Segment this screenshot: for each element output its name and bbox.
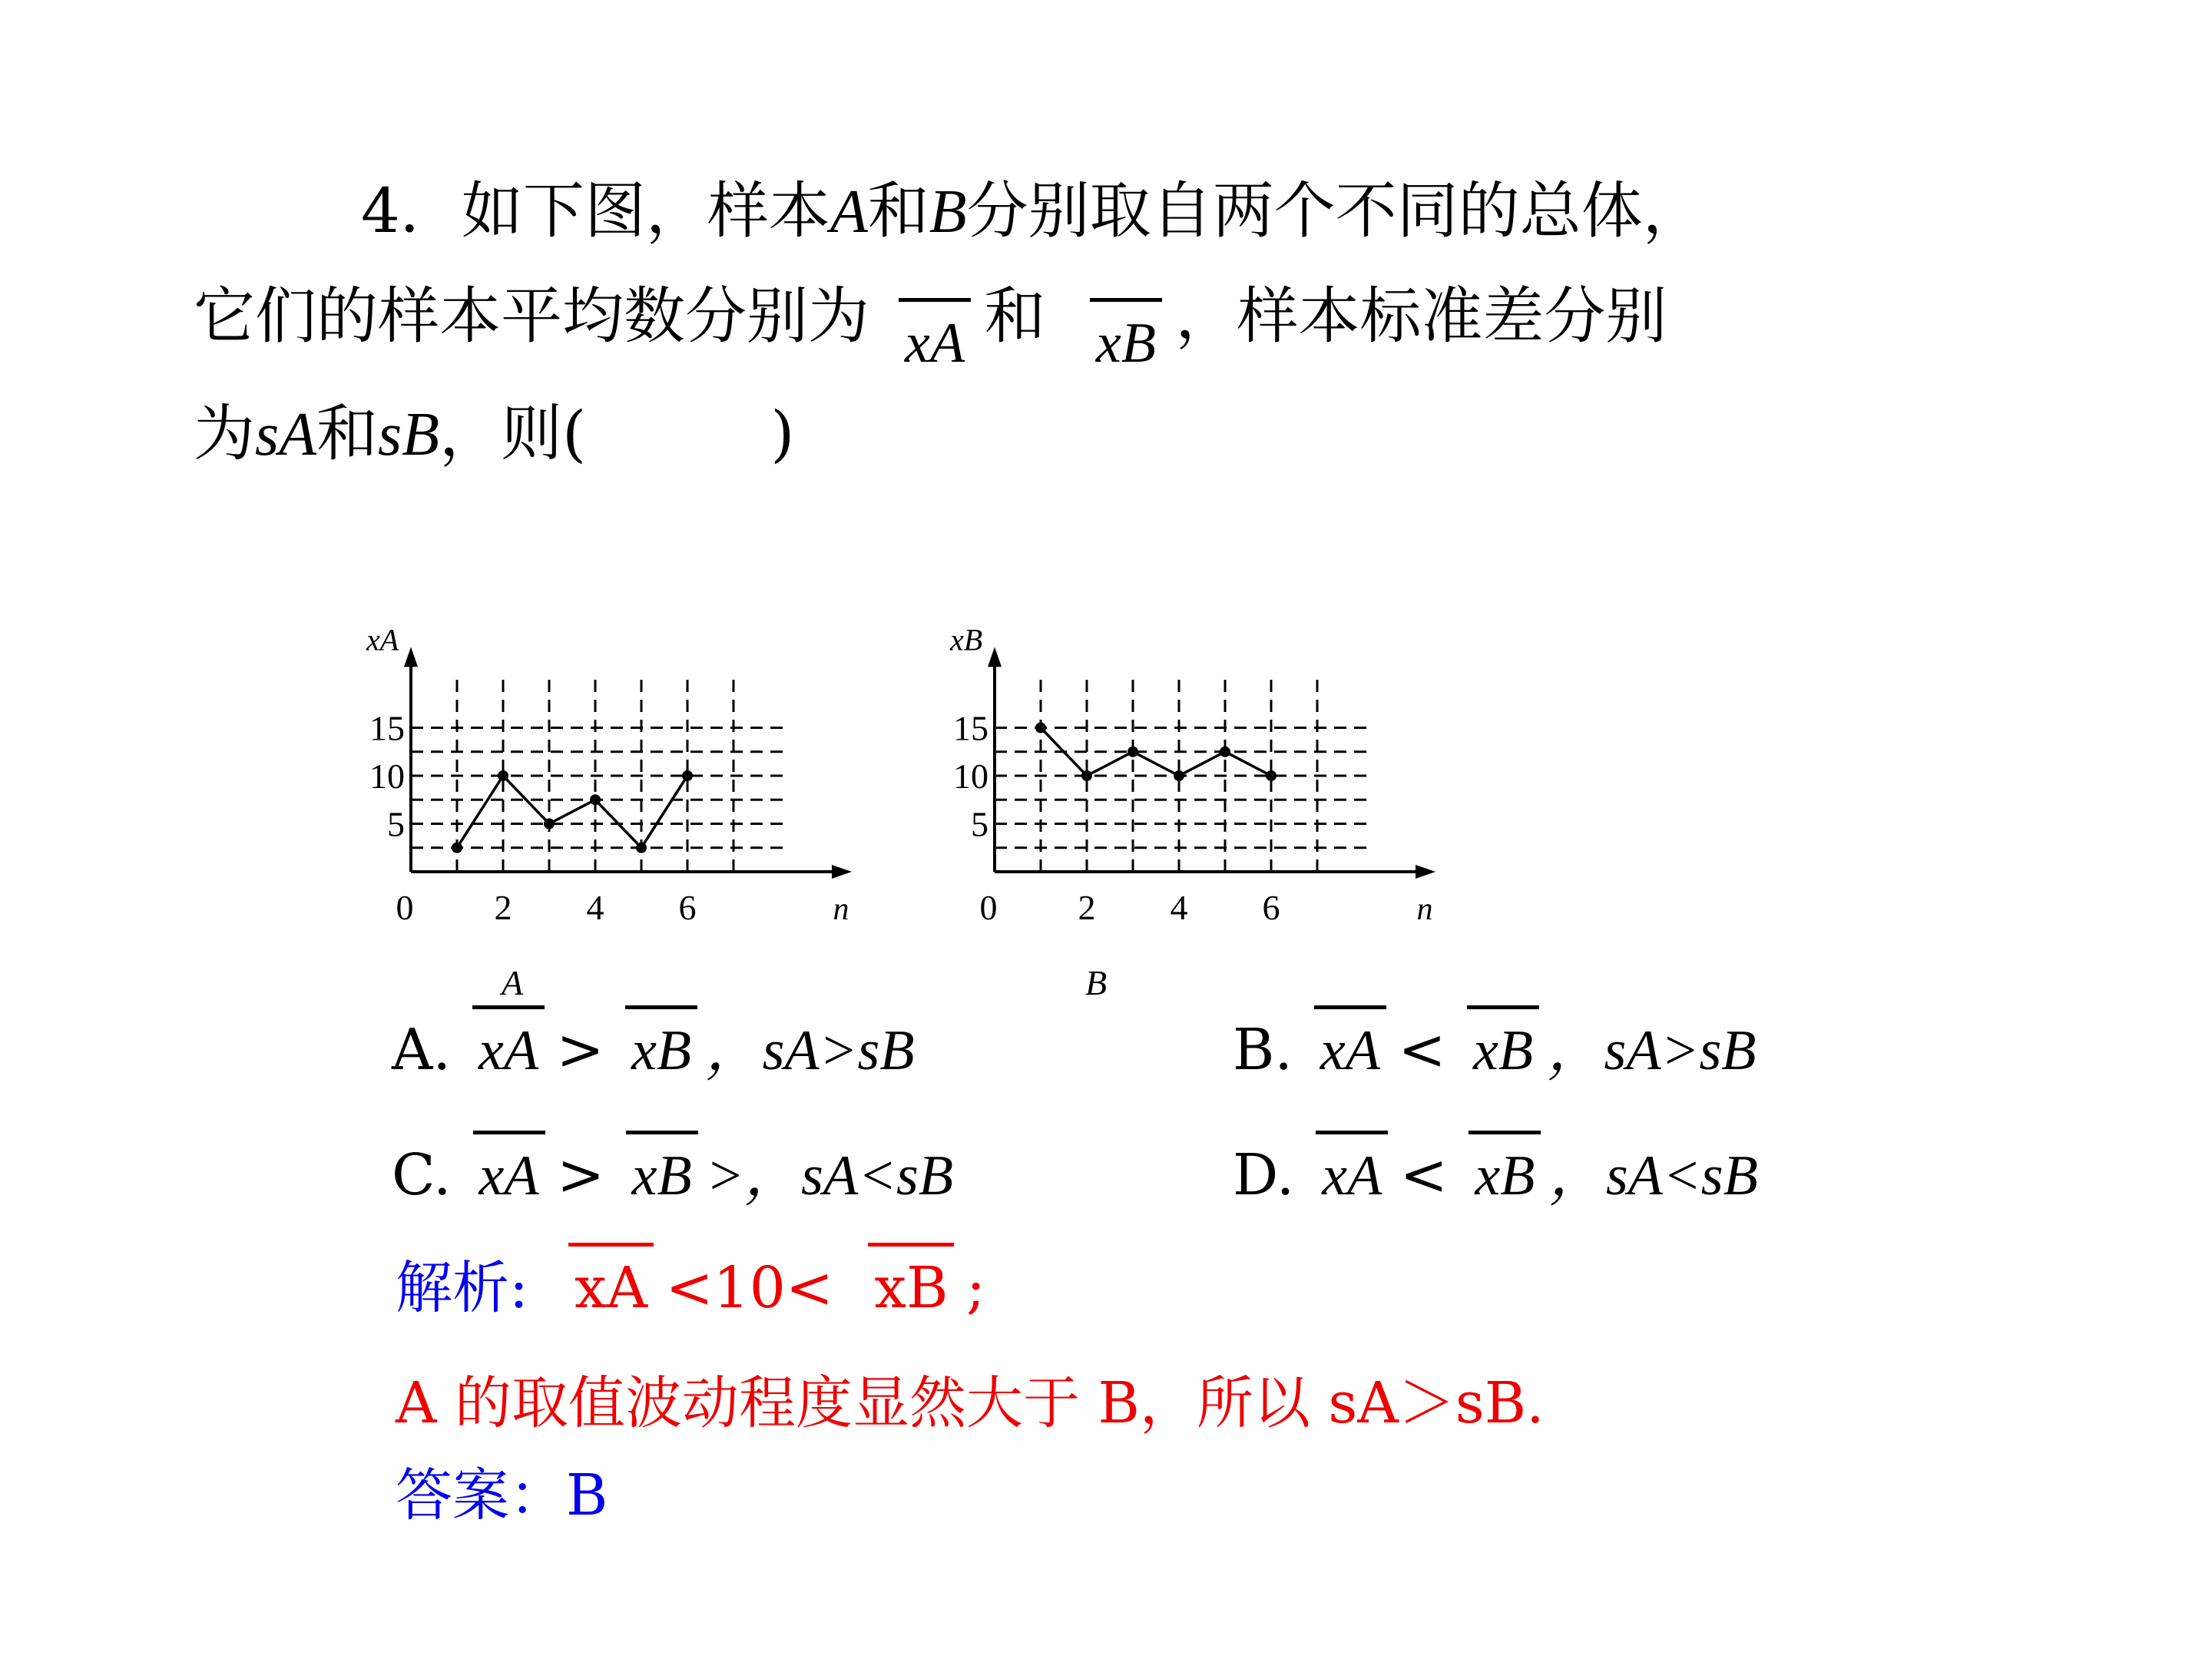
x-axis-label: n bbox=[833, 892, 849, 927]
mean-b-symbol: xB bbox=[1095, 312, 1156, 375]
analysis-line-2: A 的取值波动程度显然大于 B，所以 sA＞sB. bbox=[396, 1370, 1545, 1436]
question-text: 和 bbox=[867, 175, 929, 247]
option-math: xB bbox=[1473, 1019, 1534, 1082]
analysis-math: xA bbox=[574, 1255, 648, 1321]
analysis-math: xB bbox=[874, 1255, 949, 1321]
sd-a-symbol: sA bbox=[255, 401, 316, 469]
x-tick-label: 6 bbox=[678, 888, 697, 927]
x-tick-label: 6 bbox=[1262, 888, 1280, 927]
option-math: xB bbox=[1475, 1144, 1535, 1207]
option-relation: > bbox=[538, 1142, 623, 1208]
option-rest: >，sA<sB bbox=[691, 1144, 954, 1207]
option-relation: < bbox=[1379, 1017, 1465, 1083]
option-math: xA bbox=[478, 1019, 539, 1082]
option-math: xA bbox=[1322, 1144, 1382, 1207]
data-point bbox=[1081, 770, 1092, 781]
y-axis-label: xB bbox=[950, 622, 983, 657]
analysis-line-1 bbox=[396, 1255, 985, 1321]
data-point bbox=[452, 843, 462, 853]
y-axis-label: xA bbox=[366, 622, 399, 657]
option-rest: ，sA>sB bbox=[691, 1019, 915, 1082]
y-tick-label: 10 bbox=[953, 757, 988, 796]
option-rest: ，sA<sB bbox=[1535, 1144, 1758, 1207]
question-number: 4． bbox=[361, 175, 462, 247]
data-point bbox=[498, 770, 508, 781]
sample-b-label: B bbox=[929, 178, 967, 246]
data-point bbox=[682, 770, 693, 781]
option-rest: ，sA>sB bbox=[1533, 1019, 1757, 1082]
x-axis-label: n bbox=[1416, 892, 1433, 927]
answer-line bbox=[396, 1462, 608, 1528]
data-point bbox=[1266, 770, 1277, 781]
question-line-2 bbox=[194, 280, 1667, 375]
x-tick-label: 2 bbox=[494, 888, 512, 927]
x-tick-label: 0 bbox=[396, 888, 414, 927]
question-text: 分别取自两个不同的总体， bbox=[966, 175, 1704, 247]
option-c[interactable] bbox=[392, 1142, 954, 1208]
x-tick-label: 2 bbox=[1078, 888, 1096, 927]
x-tick-label: 0 bbox=[979, 888, 998, 927]
data-point bbox=[544, 819, 555, 830]
sample-a-label: A bbox=[830, 178, 868, 246]
y-tick-label: 15 bbox=[369, 708, 405, 748]
y-axis-arrow bbox=[988, 647, 1002, 667]
option-relation: > bbox=[538, 1017, 623, 1083]
option-math: xB bbox=[631, 1019, 692, 1082]
option-label: C. bbox=[392, 1142, 452, 1208]
option-label: A. bbox=[392, 1017, 451, 1083]
y-tick-label: 10 bbox=[369, 757, 405, 796]
option-math: xB bbox=[631, 1144, 692, 1207]
option-math: xA bbox=[1320, 1019, 1380, 1082]
option-label: B. bbox=[1233, 1017, 1293, 1083]
answer-label: 答案： bbox=[396, 1462, 566, 1528]
option-b[interactable] bbox=[1233, 1017, 1757, 1083]
question-line-3 bbox=[194, 398, 795, 469]
mean-a-symbol: xA bbox=[905, 312, 965, 375]
chart-b bbox=[922, 476, 1433, 1002]
option-a[interactable] bbox=[392, 1017, 915, 1083]
y-tick-label: 5 bbox=[387, 804, 405, 844]
data-point bbox=[590, 794, 601, 805]
chart-caption: B bbox=[1084, 963, 1108, 1002]
x-tick-label: 4 bbox=[586, 888, 604, 927]
sd-b-symbol: sB bbox=[378, 401, 439, 469]
data-point bbox=[1128, 747, 1138, 757]
x-axis-arrow bbox=[832, 865, 852, 879]
analysis-label: 解析: bbox=[396, 1255, 528, 1321]
option-relation: < bbox=[1382, 1142, 1466, 1208]
data-point bbox=[1220, 747, 1230, 757]
answer-value: B bbox=[566, 1462, 608, 1528]
chart-caption: A bbox=[501, 963, 524, 1002]
chart-a bbox=[338, 476, 849, 1002]
y-axis-arrow bbox=[404, 647, 418, 667]
question-line-1 bbox=[361, 175, 1704, 247]
question-text: 为 bbox=[194, 398, 255, 469]
analysis-end: ; bbox=[948, 1255, 985, 1321]
series-line bbox=[457, 776, 687, 848]
y-tick-label: 15 bbox=[953, 708, 988, 748]
question-text: 它们的样本平均数分别为 bbox=[194, 280, 869, 352]
option-d[interactable] bbox=[1233, 1142, 1758, 1208]
option-math: xA bbox=[478, 1144, 539, 1207]
data-point bbox=[1174, 770, 1184, 781]
x-axis-arrow bbox=[1416, 865, 1435, 879]
question-text: 和 bbox=[965, 280, 1065, 352]
question-text: 和 bbox=[316, 398, 378, 469]
analysis-relation: <10< bbox=[647, 1255, 852, 1321]
question-text: 如下图，样本 bbox=[461, 175, 830, 247]
x-tick-label: 4 bbox=[1170, 888, 1188, 927]
option-label: D. bbox=[1233, 1142, 1295, 1208]
question-text: ，则( ) bbox=[439, 398, 795, 469]
question-text: ，样本标准差分别 bbox=[1155, 280, 1667, 352]
y-tick-label: 5 bbox=[971, 804, 988, 844]
data-point bbox=[636, 843, 647, 853]
data-point bbox=[1035, 723, 1046, 733]
